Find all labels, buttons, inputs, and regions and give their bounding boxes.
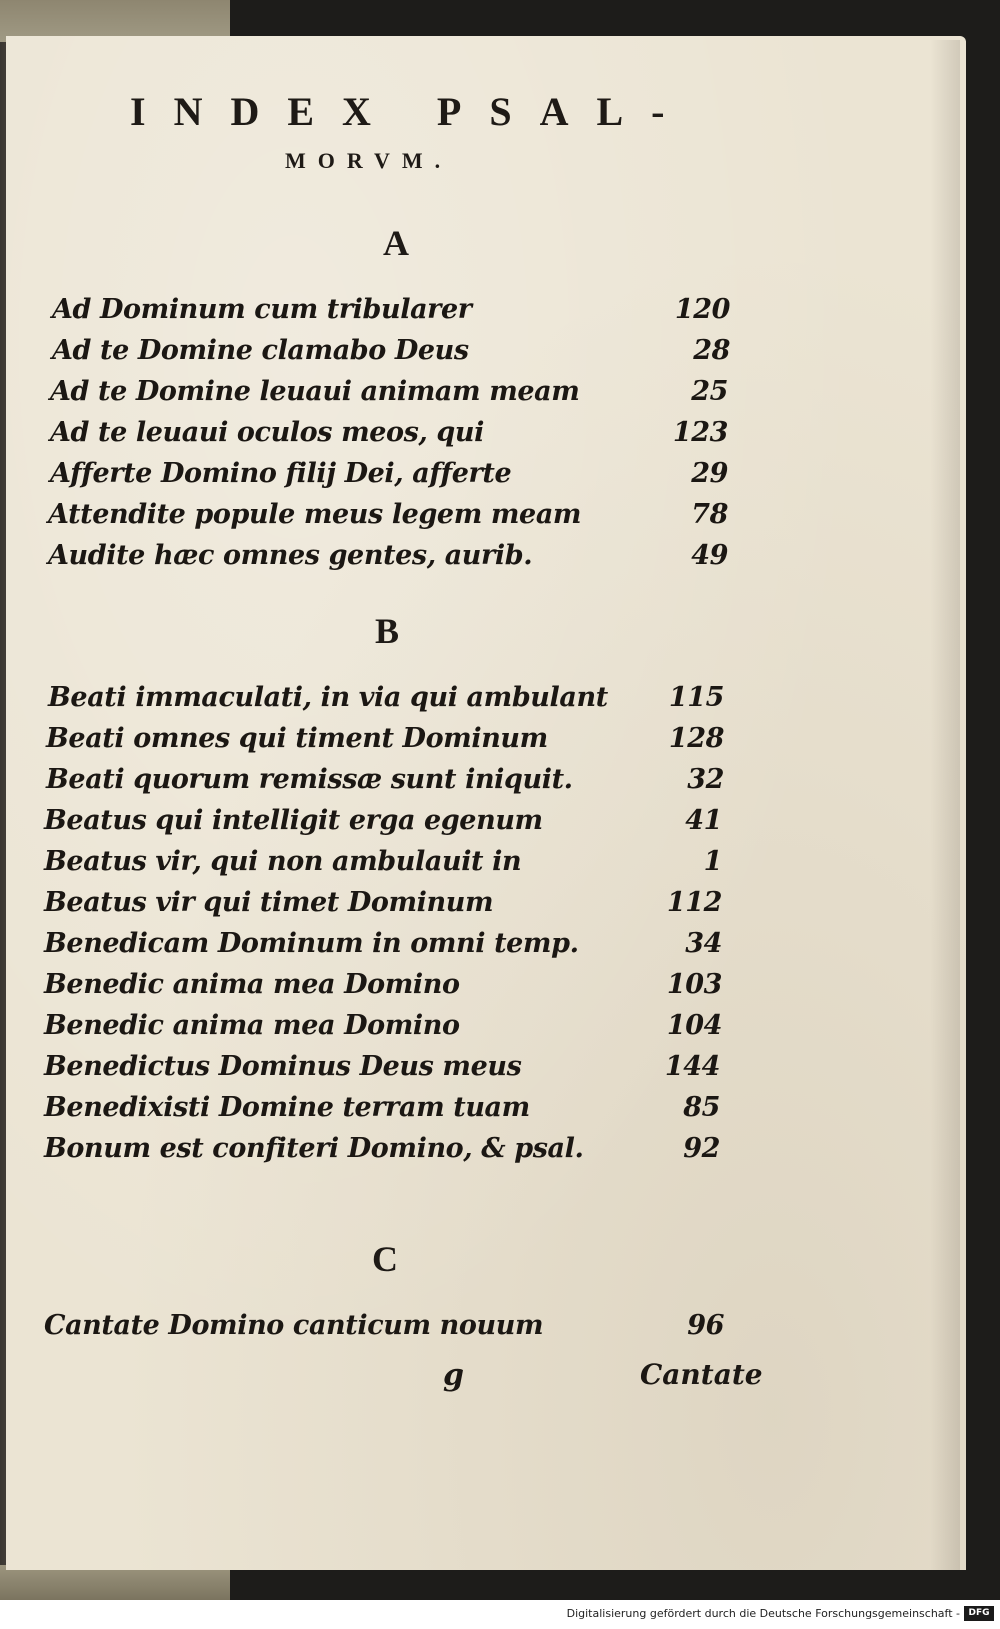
index-entry (48, 499, 728, 535)
index-entry (50, 376, 730, 412)
index-entry (50, 458, 730, 494)
entry-page-number: 128 (668, 723, 724, 754)
entry-title: Benedicam Dominum in omni temp. (44, 928, 579, 959)
entry-title: Ad te leuaui oculos meos, qui (50, 417, 484, 448)
footer-bar (0, 1600, 1000, 1629)
entry-title: Bonum est confiteri Domino, & psal. (44, 1133, 584, 1164)
index-entry (44, 846, 724, 882)
dfg-logo: DFG (964, 1606, 994, 1621)
entry-title: Benedictus Dominus Deus meus (44, 1051, 522, 1082)
entry-title: Audite hæc omnes gentes, aurib. (48, 540, 533, 571)
entry-title: Benedic anima mea Domino (44, 969, 460, 1000)
entry-title: Cantate Domino canticum nouum (44, 1310, 544, 1341)
entry-page-number: 78 (691, 499, 728, 530)
catchword: Cantate (640, 1358, 763, 1391)
entry-title: Ad te Domine clamabo Deus (52, 335, 469, 366)
entry-title: Beatus vir qui timet Dominum (44, 887, 494, 918)
entry-title: Ad Dominum cum tribularer (52, 294, 472, 325)
entry-page-number: 41 (685, 805, 722, 836)
signature-mark: g (443, 1358, 464, 1393)
entry-title: Beati immaculati, in via qui ambulant (48, 682, 608, 713)
entry-page-number: 29 (691, 458, 728, 489)
entry-page-number: 1 (703, 846, 722, 877)
entry-page-number: 49 (691, 540, 728, 571)
index-entry (44, 928, 724, 964)
index-entry (44, 1092, 724, 1128)
entry-title: Benedixisti Domine terram tuam (44, 1092, 530, 1123)
page-title-continuation: MORVM. (285, 148, 453, 173)
entry-page-number: 104 (666, 1010, 722, 1041)
entry-title: Beati omnes qui timent Dominum (46, 723, 548, 754)
section-letter-a: A (383, 223, 409, 263)
index-entry (44, 969, 724, 1005)
entry-title: Ad te Domine leuaui animam meam (50, 376, 580, 407)
entry-page-number: 85 (683, 1092, 720, 1123)
index-entry (52, 335, 732, 371)
entry-page-number: 92 (683, 1133, 720, 1164)
section-letter-c: C (372, 1239, 398, 1279)
section-letter-b: B (375, 611, 400, 651)
index-entry (48, 540, 728, 576)
page-title: INDEX PSAL- (130, 89, 693, 134)
entry-page-number: 96 (687, 1310, 724, 1341)
index-entry (44, 887, 724, 923)
funding-credit: Digitalisierung gefördert durch die Deutsche Forschungsgemeinschaft - (566, 1607, 960, 1620)
entry-title: Attendite popule meus legem meam (48, 499, 582, 530)
entry-page-number: 25 (691, 376, 728, 407)
entry-page-number: 112 (666, 887, 722, 918)
index-entry (44, 1310, 724, 1346)
entry-title: Beatus qui intelligit erga egenum (44, 805, 543, 836)
entry-page-number: 34 (685, 928, 722, 959)
entry-page-number: 28 (693, 335, 730, 366)
index-entry (46, 723, 726, 759)
index-entry (52, 294, 732, 330)
entry-title: Benedic anima mea Domino (44, 1010, 460, 1041)
index-entry (44, 1010, 724, 1046)
entry-page-number: 144 (664, 1051, 720, 1082)
entry-page-number: 120 (674, 294, 730, 325)
index-entry (46, 764, 726, 800)
index-entry (44, 1133, 724, 1169)
entry-title: Beatus vir, qui non ambulauit in (44, 846, 522, 877)
page-shadow (930, 40, 960, 1570)
entry-page-number: 103 (666, 969, 722, 1000)
index-entry (44, 805, 724, 841)
entry-page-number: 115 (668, 682, 724, 713)
entry-page-number: 123 (672, 417, 728, 448)
index-entry (48, 682, 728, 718)
index-entry (50, 417, 730, 453)
entry-title: Beati quorum remissæ sunt iniquit. (46, 764, 573, 795)
entry-title: Afferte Domino filij Dei, afferte (50, 458, 512, 489)
entry-page-number: 32 (687, 764, 724, 795)
index-entry (44, 1051, 724, 1087)
facing-page-edge-bottom (0, 1565, 230, 1600)
